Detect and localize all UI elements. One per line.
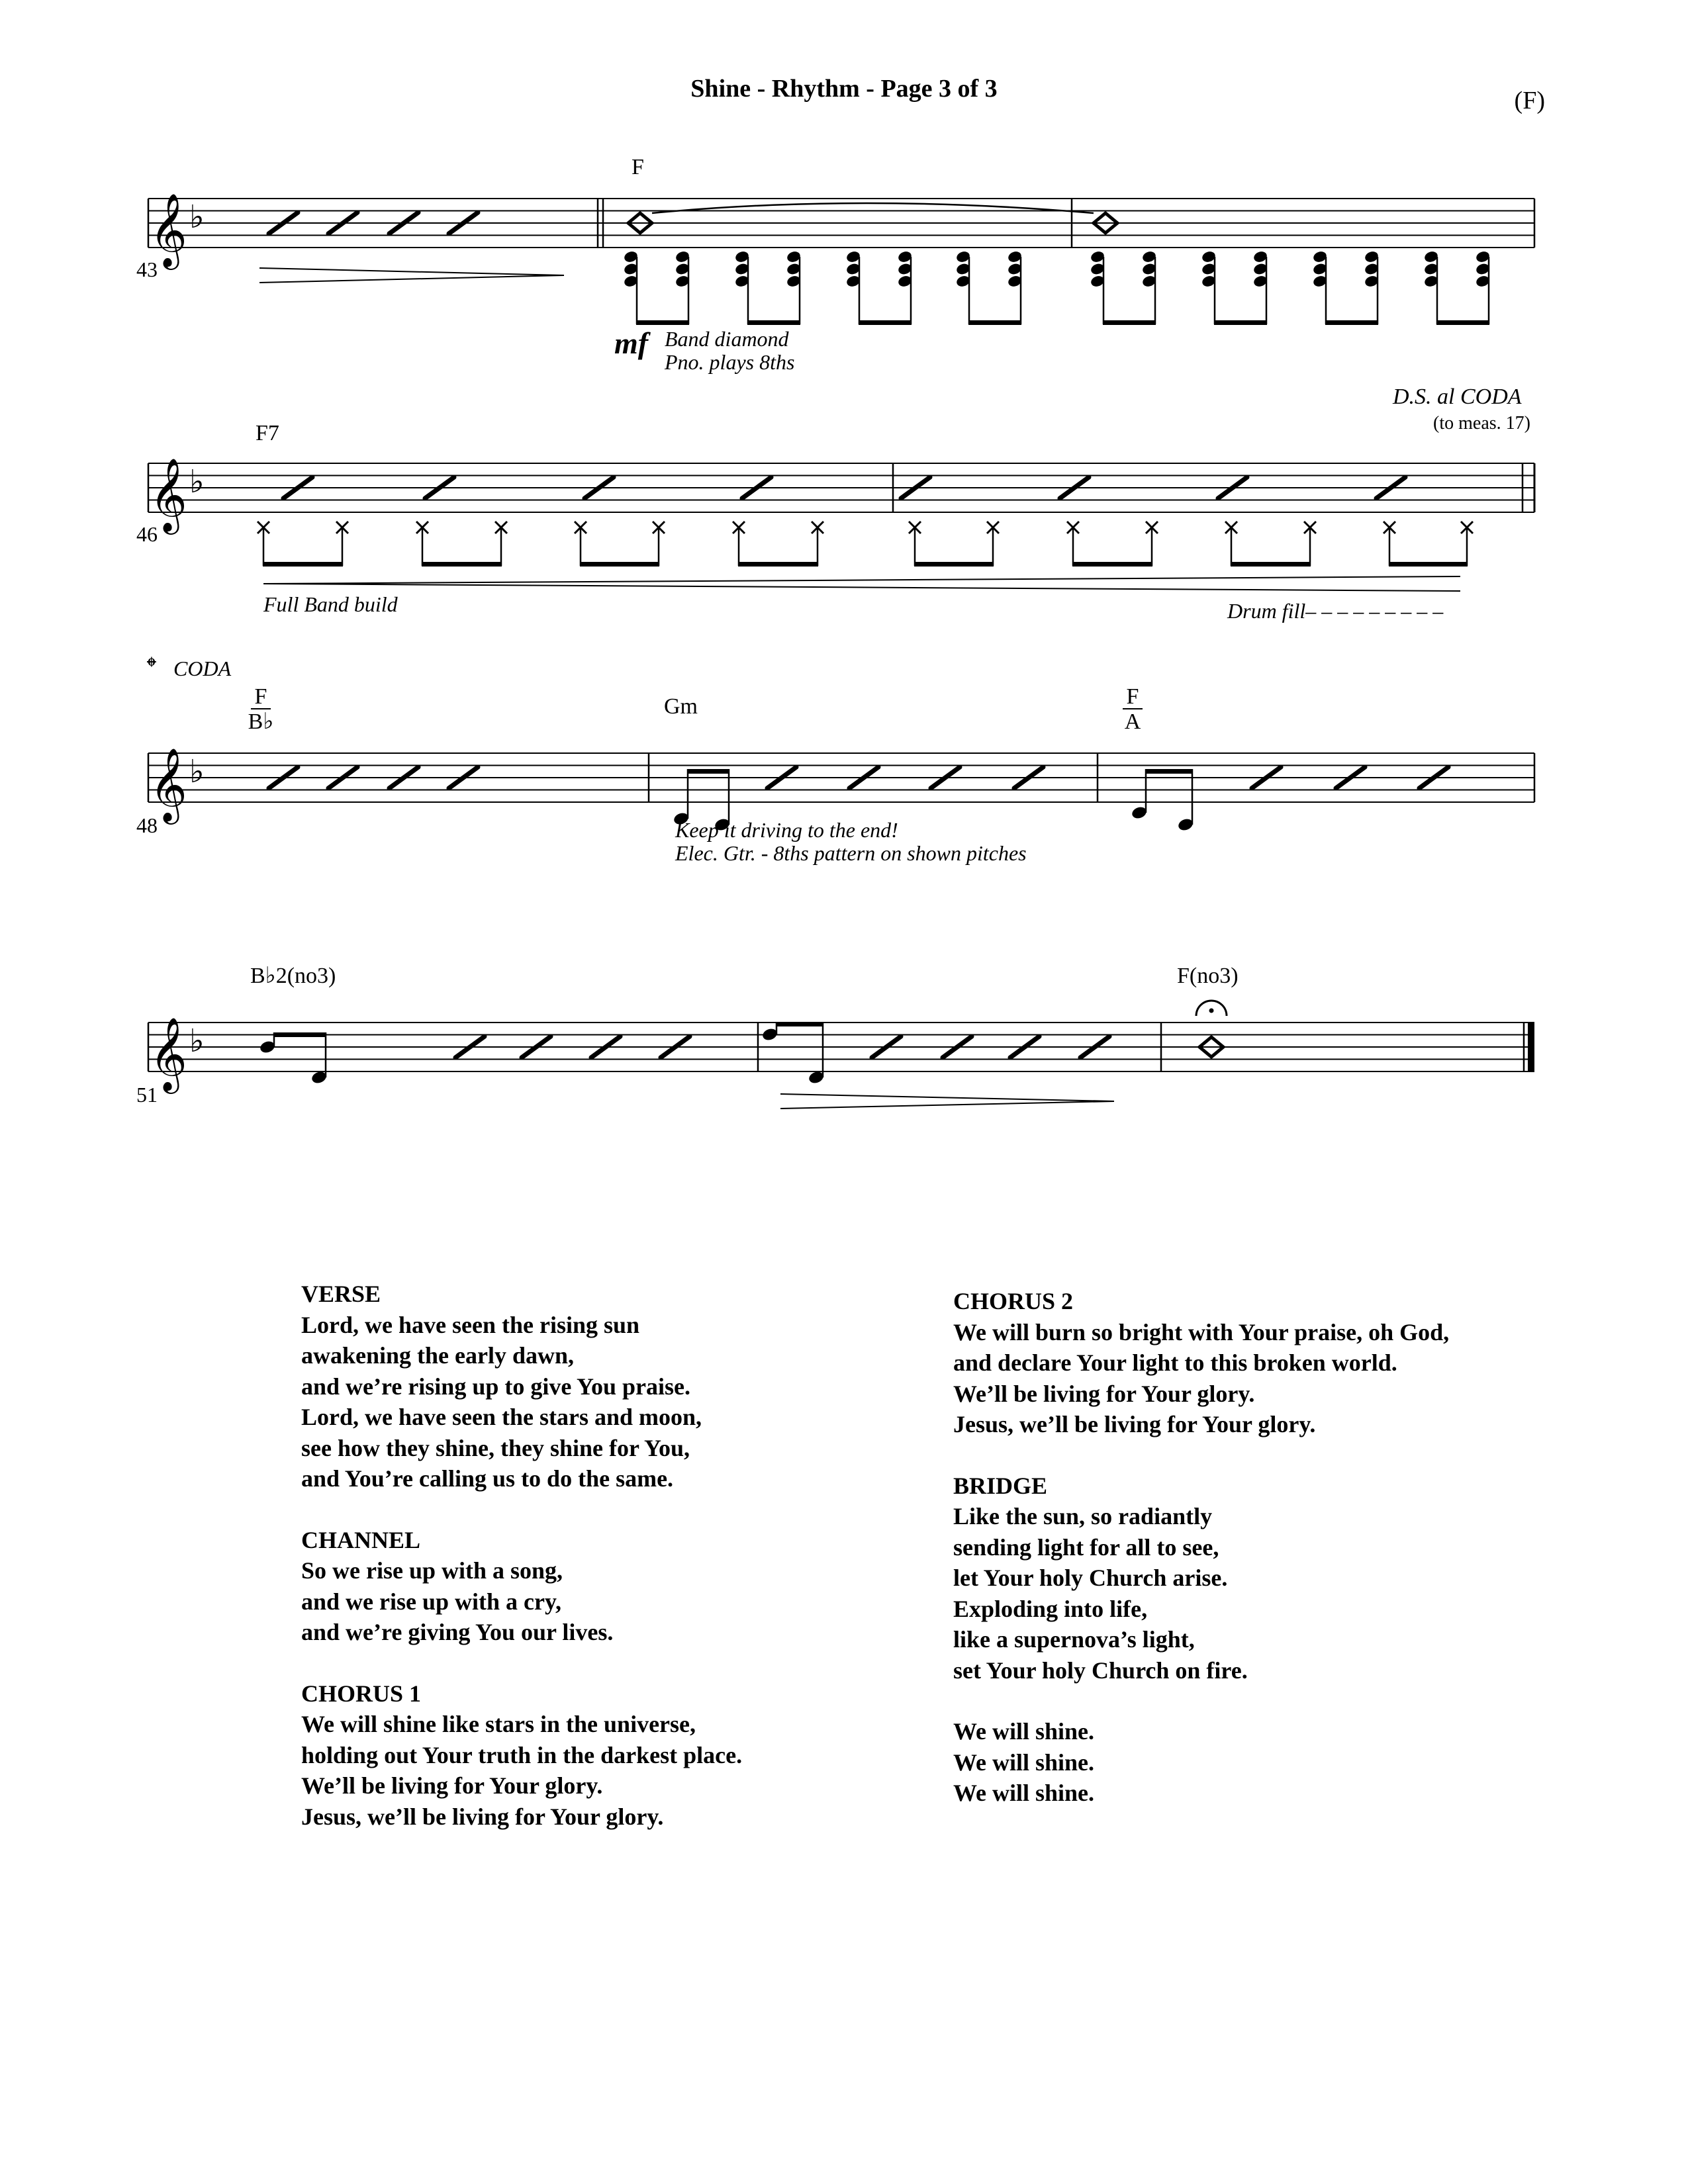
chord-symbol: F7: [256, 421, 279, 445]
lyrics-line: So we rise up with a song,: [301, 1557, 563, 1584]
chord-symbol-bottom: A: [1124, 709, 1141, 734]
decrescendo-line: [780, 1101, 1114, 1109]
lyrics-line: We will shine.: [953, 1749, 1095, 1776]
lyrics-line: see how they shine, they shine for You,: [301, 1434, 690, 1461]
decrescendo-line: [259, 275, 564, 283]
lyrics-line: Jesus, we’ll be living for Your glory.: [953, 1411, 1316, 1437]
eighth-beam: [1145, 769, 1193, 774]
lyrics-line: We will shine.: [953, 1780, 1095, 1806]
decrescendo-line: [259, 268, 564, 275]
measure-number: 43: [136, 257, 158, 281]
performance-note: Elec. Gtr. - 8ths pattern on shown pitches: [675, 841, 1027, 865]
treble-clef: 𝄞: [150, 457, 187, 531]
lyrics-line: like a supernova’s light,: [953, 1626, 1195, 1653]
system-4: [136, 964, 1534, 1109]
eighth-beam: [1389, 562, 1468, 567]
crescendo-line: [263, 576, 1460, 584]
eighth-beam: [968, 320, 1021, 325]
eighth-beam: [1231, 562, 1311, 567]
lyrics-line: Jesus, we’ll be living for Your glory.: [301, 1803, 664, 1830]
lyrics-section: [301, 1279, 742, 1494]
lyrics-right-column: [953, 1286, 1449, 1839]
eighth-beam: [914, 562, 994, 567]
measure-number: 46: [136, 522, 158, 546]
decrescendo-line: [780, 1094, 1114, 1101]
lyrics-line: Exploding into life,: [953, 1595, 1148, 1622]
chord-symbol: Gm: [664, 694, 698, 719]
lyrics-line: and You’re calling us to do the same.: [301, 1465, 674, 1492]
lyrics-section: [953, 1286, 1449, 1440]
eighth-beam: [859, 320, 912, 325]
lyrics-line: let Your holy Church arise.: [953, 1565, 1228, 1591]
lyrics-line: We will burn so bright with Your praise, oh God,: [953, 1318, 1450, 1345]
chord-symbol-bottom: B♭: [248, 709, 274, 734]
eighth-beam: [1072, 562, 1152, 567]
lyrics-section-heading: CHANNEL: [301, 1526, 421, 1553]
lyrics-line: Like the sun, so radiantly: [953, 1503, 1213, 1529]
key-signature-flat: ♭: [189, 753, 205, 790]
lyrics-section-heading: VERSE: [301, 1281, 381, 1307]
lyrics-line: sending light for all to see,: [953, 1533, 1219, 1561]
key-signature-flat: ♭: [189, 199, 205, 236]
key-label: (F): [1514, 87, 1545, 114]
eighth-beam: [636, 320, 689, 325]
eighth-beam: [580, 562, 659, 567]
eighth-beam: [273, 1032, 326, 1037]
performance-note: Pno. plays 8ths: [665, 350, 795, 374]
lyrics-line: Lord, we have seen the rising sun: [301, 1311, 640, 1338]
crescendo-line: [263, 584, 1460, 591]
lyrics-section: [953, 1716, 1449, 1809]
lyrics-line: holding out Your truth in the darkest place.: [301, 1741, 743, 1768]
key-signature-flat: ♭: [189, 1023, 205, 1060]
final-barline-thick: [1528, 1023, 1534, 1071]
coda-symbol: 𝄌: [147, 652, 156, 682]
lyrics-section-heading: BRIDGE: [953, 1472, 1048, 1499]
measure-number: 48: [136, 813, 158, 837]
coda-label: CODA: [173, 657, 232, 680]
treble-clef: 𝄞: [150, 747, 187, 821]
system-1: [136, 155, 1534, 374]
eighth-beam: [747, 320, 800, 325]
chord-symbol-top: F: [254, 684, 267, 709]
performance-note: Band diamond: [665, 327, 789, 351]
lyrics-left-column: [301, 1279, 742, 1862]
treble-clef: 𝄞: [150, 1017, 187, 1091]
measure-number: 51: [136, 1083, 158, 1107]
system-2: [136, 385, 1534, 623]
eighth-beam: [776, 1022, 823, 1026]
chord-symbol: F(no3): [1177, 964, 1239, 988]
eighth-beam: [1436, 320, 1489, 325]
lyrics-line: We will shine like stars in the universe,: [301, 1711, 696, 1737]
lyrics-line: awakening the early dawn,: [301, 1342, 575, 1369]
lyrics-line: We’ll be living for Your glory.: [953, 1380, 1255, 1407]
key-signature-flat: ♭: [189, 463, 205, 500]
ds-al-coda: D.S. al CODA: [1393, 385, 1522, 409]
lyrics-line: set Your holy Church on fire.: [953, 1657, 1248, 1684]
lyrics-section-heading: CHORUS 1: [301, 1680, 422, 1707]
eighth-beam: [1325, 320, 1378, 325]
performance-note: Keep it driving to the end!: [675, 818, 898, 842]
chord-symbol: F: [632, 155, 644, 179]
eighth-beam: [1214, 320, 1267, 325]
lyrics-line: We will shine.: [953, 1718, 1095, 1745]
eighth-beam: [422, 562, 502, 567]
ds-al-coda-measure: (to meas. 17): [1433, 413, 1530, 433]
lyrics-section-heading: CHORUS 2: [953, 1288, 1074, 1314]
tie: [652, 203, 1094, 213]
chord-symbol-top: F: [1126, 684, 1139, 709]
lyrics-line: and we rise up with a cry,: [301, 1588, 562, 1615]
lyrics-line: and we’re giving You our lives.: [301, 1619, 614, 1645]
lyrics-section: [301, 1525, 742, 1648]
performance-note: Full Band build: [263, 592, 398, 616]
chord-symbol: B♭2(no3): [250, 964, 336, 988]
lyrics-line: and declare Your light to this broken world.: [953, 1349, 1397, 1376]
eighth-beam: [263, 562, 343, 567]
lyrics-line: We’ll be living for Your glory.: [301, 1772, 603, 1799]
fermata-dot: [1209, 1009, 1214, 1013]
eighth-beam: [738, 562, 818, 567]
performance-note: Drum fill– – – – – – – – –: [1227, 599, 1444, 623]
treble-clef: 𝄞: [150, 193, 187, 267]
dynamic-marking: mf: [614, 326, 649, 360]
lyrics-line: Lord, we have seen the stars and moon,: [301, 1404, 702, 1430]
eighth-beam: [687, 769, 729, 774]
lyrics-line: and we’re rising up to give You praise.: [301, 1373, 691, 1400]
eighth-beam: [1103, 320, 1156, 325]
lyrics-section: [953, 1471, 1449, 1686]
page-title: Shine - Rhythm - Page 3 of 3: [690, 75, 998, 103]
lyrics-section: [301, 1678, 742, 1833]
system-3: [136, 652, 1534, 865]
